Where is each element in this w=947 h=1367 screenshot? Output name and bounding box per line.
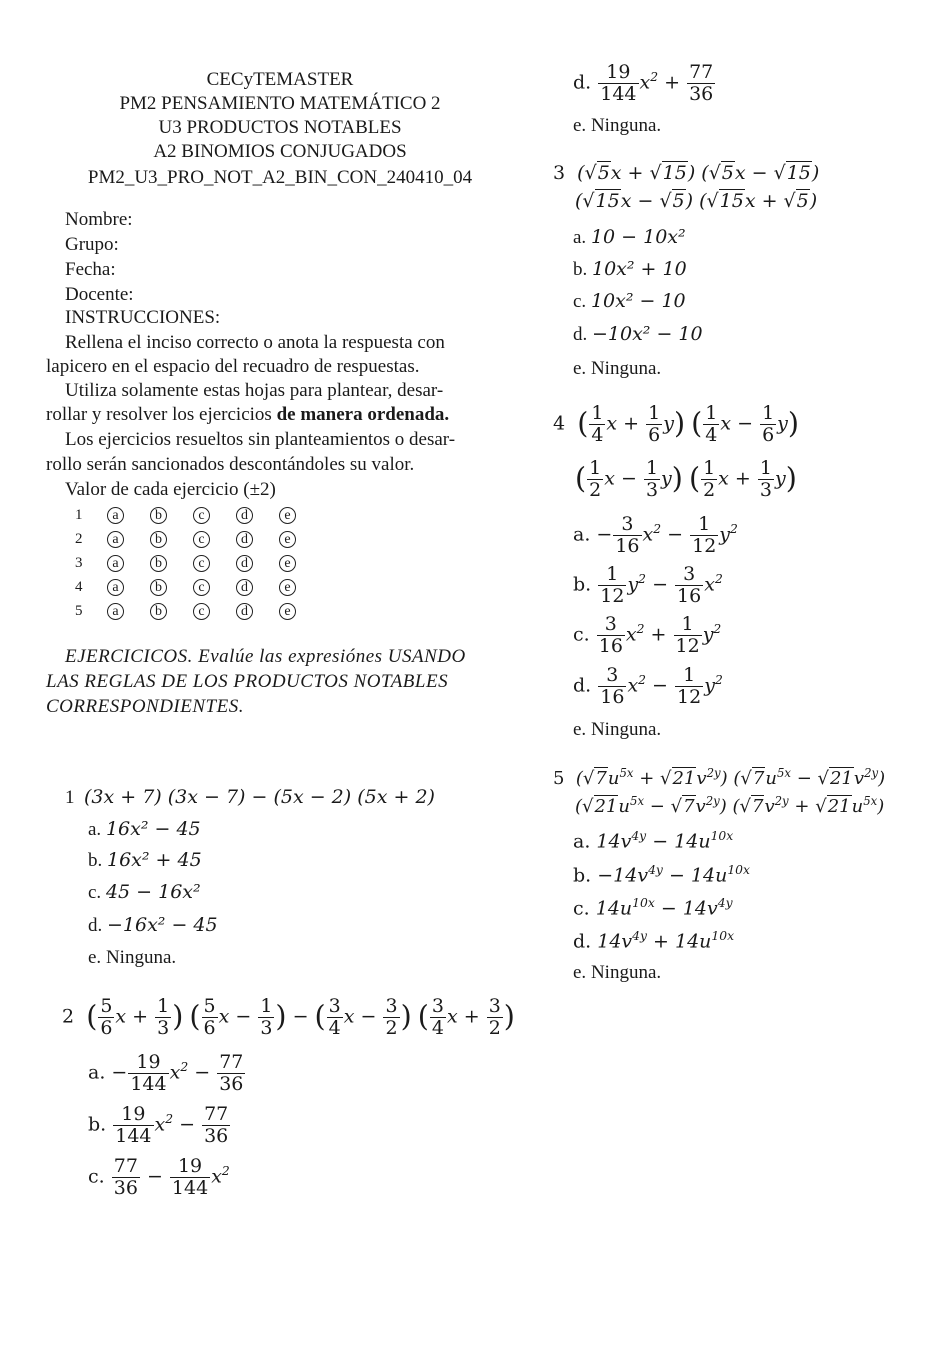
option-letter: d. xyxy=(573,930,592,953)
option-letter: b. xyxy=(88,1113,107,1136)
question-3-line2: (√15x − √5) (√15x + √5) xyxy=(575,190,818,212)
option-letter: e. xyxy=(573,115,587,136)
answer-bubble-b[interactable]: b xyxy=(150,507,167,524)
q2-option-c[interactable]: c. $\frac{77}{36}$ − $\frac{19}{144}$ $x^2$ xyxy=(88,1155,230,1199)
answer-bubble-d[interactable]: d xyxy=(236,555,253,572)
answer-bubble-b[interactable]: b xyxy=(150,555,167,572)
option-value: Ninguna. xyxy=(590,719,662,740)
header-activity: A2 BINOMIOS CONJUGADOS xyxy=(153,141,407,162)
answer-bubble-a[interactable]: a xyxy=(107,555,124,572)
q5-option-b[interactable]: b. $-14v^{4y} - 14u^{10x}$ xyxy=(573,863,750,887)
answer-row-number: 1 xyxy=(75,506,83,523)
answer-bubble-c[interactable]: c xyxy=(193,579,210,596)
option-value: −16x² − 45 xyxy=(107,914,218,936)
instructions-p2-bold: de manera ordenada. xyxy=(276,404,450,425)
answer-row xyxy=(75,527,322,551)
answer-bubble-a[interactable]: a xyxy=(107,603,124,620)
field-fecha: Fecha: xyxy=(65,259,116,280)
option-letter: c. xyxy=(88,882,102,903)
instructions-title: INSTRUCCIONES: xyxy=(65,307,221,328)
option-value: −10x² − 10 xyxy=(592,323,703,345)
answer-bubble-c[interactable]: c xyxy=(193,555,210,572)
option-letter: a. xyxy=(88,819,102,840)
question-3-line1: 3 (√5x + √15) (√5x − √15) xyxy=(553,162,820,184)
answer-bubble-b[interactable]: b xyxy=(150,603,167,620)
answer-bubble-c[interactable]: c xyxy=(193,603,210,620)
question-5-line2: $(√21u^{5x} - √7v^{2y}) (√7v^{2y} + √21u^{5x})$ xyxy=(575,794,885,817)
answer-bubble-c[interactable]: c xyxy=(193,507,210,524)
option-value: Ninguna. xyxy=(590,115,662,136)
q4-option-b[interactable]: b. $\frac{1}{12}$ $y^2$ − $\frac{3}{16}$ $x^2$ xyxy=(573,563,723,607)
answer-bubble-c[interactable]: c xyxy=(193,531,210,548)
q1-option-d[interactable] xyxy=(88,916,218,935)
header-unit: U3 PRODUCTOS NOTABLES xyxy=(158,117,402,138)
option-value: 10x² − 10 xyxy=(590,290,686,312)
question-1-number: 1 xyxy=(65,787,75,808)
answer-row xyxy=(75,599,322,623)
exercises-title-line2: LAS REGLAS DE LOS PRODUCTOS NOTABLES xyxy=(46,671,449,692)
answer-bubble-d[interactable]: d xyxy=(236,579,253,596)
answer-bubble-e[interactable]: e xyxy=(279,507,296,524)
answer-row xyxy=(75,503,322,527)
q5-option-a[interactable]: a. $14v^{4y} - 14u^{10x}$ xyxy=(573,829,734,853)
q5-option-d[interactable]: d. $14v^{4y} + 14u^{10x}$ xyxy=(573,929,735,953)
q5-option-e[interactable] xyxy=(573,963,661,982)
answer-bubble-d[interactable]: d xyxy=(236,531,253,548)
instructions-p3a: Los ejercicios resueltos sin planteamientos o desar- xyxy=(65,429,456,450)
option-letter: e. xyxy=(88,947,102,968)
option-letter: d. xyxy=(573,324,588,345)
answer-bubble-a[interactable]: a xyxy=(107,579,124,596)
answer-bubble-a[interactable]: a xyxy=(107,531,124,548)
answer-row xyxy=(75,575,322,599)
question-5-line1: 5 $(√7u^{5x} + √21v^{2y}) (√7u^{5x} - √21v^{2y})$ xyxy=(553,766,886,789)
q5-option-c[interactable]: c. $14u^{10x} - 14v^{4y}$ xyxy=(573,896,733,920)
option-letter: a. xyxy=(573,830,591,853)
field-grupo: Grupo: xyxy=(65,234,119,255)
q1-option-c[interactable] xyxy=(88,883,201,902)
answer-row-number: 3 xyxy=(75,554,83,571)
option-value: Ninguna. xyxy=(590,962,662,983)
answer-bubble-d[interactable]: d xyxy=(236,507,253,524)
option-letter: e. xyxy=(573,358,587,379)
question-5-number: 5 xyxy=(553,768,565,789)
header-title: CECyTEMASTER xyxy=(206,69,354,90)
answer-bubble-e[interactable]: e xyxy=(279,555,296,572)
field-nombre: Nombre: xyxy=(65,209,133,230)
header-code: PM2_U3_PRO_NOT_A2_BIN_CON_240410_04 xyxy=(87,167,473,188)
option-value: 16x² + 45 xyxy=(107,849,202,871)
q4-option-e[interactable] xyxy=(573,720,661,739)
answer-row-number: 4 xyxy=(75,578,83,595)
option-letter: b. xyxy=(573,573,592,596)
question-4-line1: 4 ( $\frac{1}{4}$ x + $\frac{1}{6}$ y) ( $\frac{1}{4}$ x − $\frac{1}{6}$ y) xyxy=(553,402,800,446)
question-3-number: 3 xyxy=(553,162,566,184)
option-letter: d. xyxy=(573,674,592,697)
answer-bubble-a[interactable]: a xyxy=(107,507,124,524)
question-4-line2: ( $\frac{1}{2}$ x − $\frac{1}{3}$ y) ( $\frac{1}{2}$ x + $\frac{1}{3}$ y) xyxy=(575,457,797,501)
q1-option-b[interactable] xyxy=(88,851,202,870)
option-letter: c. xyxy=(88,1165,105,1188)
option-value: Ninguna. xyxy=(105,947,177,968)
q2-option-d[interactable]: d. $\frac{19}{144}$ $x^2$ + $\frac{77}{36}$ xyxy=(573,61,714,105)
option-letter: e. xyxy=(573,962,587,983)
q1-option-e[interactable] xyxy=(88,948,176,967)
answer-bubble-b[interactable]: b xyxy=(150,531,167,548)
instructions-p1a: Rellena el inciso correcto o anota la respuesta con xyxy=(65,332,445,353)
instructions-p2b-text: rollar y resolver los ejercicios xyxy=(46,404,272,425)
option-letter: a. xyxy=(573,523,591,546)
answer-bubble-b[interactable]: b xyxy=(150,579,167,596)
answer-bubble-e[interactable]: e xyxy=(279,579,296,596)
option-value: 45 − 16x² xyxy=(105,881,201,903)
question-2-number: 2 xyxy=(62,1005,75,1028)
q3-option-e[interactable] xyxy=(573,359,661,378)
question-4-number: 4 xyxy=(553,412,566,435)
option-letter: d. xyxy=(573,71,592,94)
instructions-value: Valor de cada ejercicio (±2) xyxy=(65,479,276,500)
q2-option-e[interactable] xyxy=(573,116,661,135)
q3-option-c[interactable] xyxy=(573,292,686,311)
q4-option-d[interactable]: d. $\frac{3}{16}$ $x^2$ − $\frac{1}{12}$ $y^2$ xyxy=(573,664,723,708)
instructions-p3b: rollo serán sancionados descontándoles su valor. xyxy=(46,454,415,475)
answer-row xyxy=(75,551,322,575)
question-2: 2 ( $\frac{5}{6}$ x + $\frac{1}{3}$ ) ( $\frac{5}{6}$ x − $\frac{1}{3}$ ) − ( $\frac{3}{4}$ x − $\frac{3}{2}$ ) ( $\frac{3}{4}$ x + $\frac{3}{2}$ ) xyxy=(62,995,515,1039)
q4-option-c[interactable]: c. $\frac{3}{16}$ $x^2$ + $\frac{1}{12}$ $y^2$ xyxy=(573,613,722,657)
option-letter: e. xyxy=(573,719,587,740)
option-letter: a. xyxy=(88,1061,106,1084)
exercises-title-line3: CORRESPONDIENTES. xyxy=(46,696,244,717)
option-value: 10x² + 10 xyxy=(592,258,687,280)
q3-option-a[interactable] xyxy=(573,228,686,247)
option-letter: b. xyxy=(573,864,592,887)
option-value: 10 − 10x² xyxy=(590,226,686,248)
exercises-title-line1: EJERCICICOS. Evalúe las expresiónes USANDO xyxy=(65,646,466,667)
q1-option-a[interactable] xyxy=(88,820,201,839)
option-letter: a. xyxy=(573,227,587,248)
option-letter: b. xyxy=(88,850,103,871)
option-letter: c. xyxy=(573,623,590,646)
option-letter: c. xyxy=(573,291,587,312)
answer-bubble-e[interactable]: e xyxy=(279,603,296,620)
q4-option-a[interactable]: a. − $\frac{3}{16}$ $x^2$ − $\frac{1}{12}$ $y^2$ xyxy=(573,513,738,557)
answer-grid xyxy=(75,503,322,623)
instructions-p2a: Utiliza solamente estas hojas para plantear, desar- xyxy=(65,380,444,401)
q2-option-a[interactable]: a. − $\frac{19}{144}$ $x^2$ − $\frac{77}{36}$ xyxy=(88,1051,244,1095)
header-subject: PM2 PENSAMIENTO MATEMÁTICO 2 xyxy=(119,93,441,114)
question-1 xyxy=(65,788,435,807)
field-docente: Docente: xyxy=(65,284,134,305)
answer-row-number: 5 xyxy=(75,602,83,619)
option-value: Ninguna. xyxy=(590,358,662,379)
option-letter: c. xyxy=(573,897,590,920)
answer-row-number: 2 xyxy=(75,530,83,547)
instructions-p2b xyxy=(46,405,449,424)
question-1-expression: (3x + 7) (3x − 7) − (5x − 2) (5x + 2) xyxy=(84,786,435,808)
answer-bubble-e[interactable]: e xyxy=(279,531,296,548)
q3-option-b[interactable] xyxy=(573,260,687,279)
q3-option-d[interactable] xyxy=(573,325,703,344)
option-letter: b. xyxy=(573,259,588,280)
instructions-p1b: lapicero en el espacio del recuadro de respuestas. xyxy=(46,356,420,377)
option-letter: d. xyxy=(88,915,103,936)
answer-bubble-d[interactable]: d xyxy=(236,603,253,620)
option-value: 16x² − 45 xyxy=(105,818,201,840)
q2-option-b[interactable]: b. $\frac{19}{144}$ $x^2$ − $\frac{77}{36}$ xyxy=(88,1103,229,1147)
